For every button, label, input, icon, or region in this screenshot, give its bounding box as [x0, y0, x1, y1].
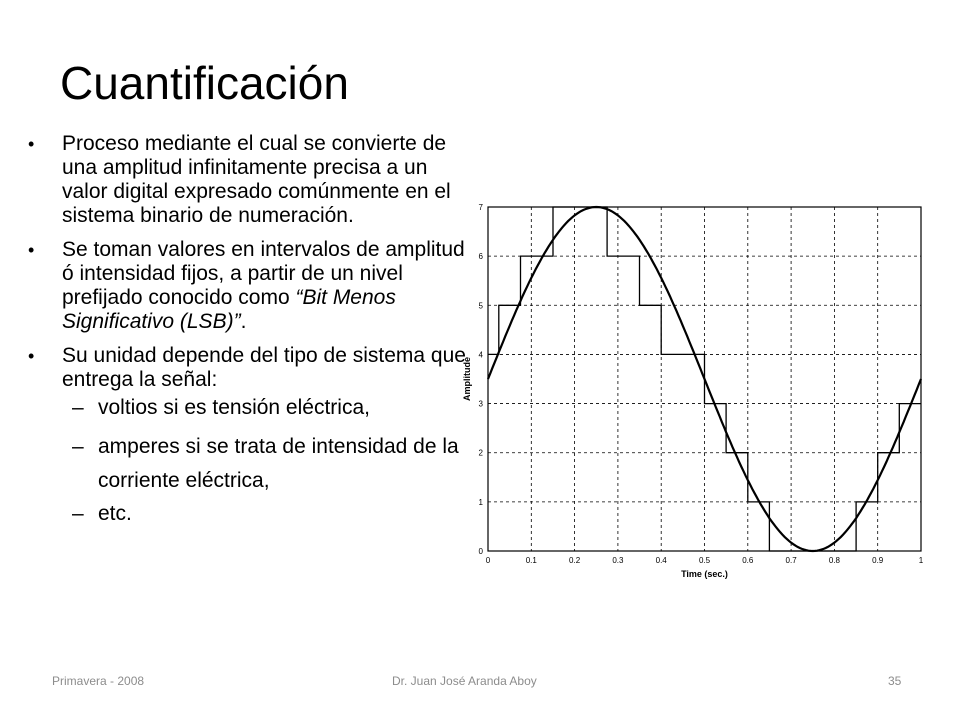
x-tick-label: 0.4 — [655, 556, 667, 565]
x-tick-label: 0.5 — [698, 556, 711, 565]
dash-symbol: – — [72, 435, 84, 458]
x-tick-label: 0.2 — [569, 556, 581, 565]
bullet-symbol: • — [28, 240, 35, 260]
footer-date: Primavera - 2008 — [52, 674, 145, 688]
y-tick-label: 7 — [478, 203, 483, 212]
footer-page-number: 35 — [888, 674, 902, 688]
quantization-chart — [460, 195, 930, 585]
y-tick-label: 4 — [478, 350, 483, 360]
bullet-item-1 — [28, 132, 468, 228]
y-tick-label: 1 — [478, 497, 483, 507]
sub-bullet-list — [62, 396, 468, 526]
x-tick-label: 0.9 — [872, 556, 884, 565]
bullet-text-2-after: . — [240, 310, 247, 333]
x-tick-label: 0.8 — [828, 556, 840, 565]
x-tick-label: 0 — [485, 556, 491, 565]
slide-content — [28, 132, 468, 536]
sub-bullet-1 — [62, 396, 468, 420]
sub-bullet-3 — [62, 502, 468, 526]
bullet-text-3: Su unidad depende del tipo de sistema que entrega la señal: — [62, 344, 466, 391]
bullet-text-2-lsb: “Bit Menos Significativo (LSB)” — [62, 286, 396, 333]
bullet-list — [28, 132, 468, 526]
y-tick-label: 0 — [478, 547, 483, 556]
bullet-item-3 — [28, 344, 468, 526]
bullet-symbol: • — [28, 134, 35, 154]
dash-symbol: – — [72, 396, 84, 419]
x-tick-label: 0.3 — [612, 556, 624, 565]
bullet-text-2-before: Se toman valores en intervalos de amplitud ó intensidad fijos, a partir de un nivel prefijado conocido como — [62, 238, 465, 309]
bullet-item-2 — [28, 238, 468, 334]
bullet-text-1: Proceso mediante el cual se convierte de una amplitud infinitamente precisa a un valor digital expresado comúnmente en el sistema binario de numeración. — [62, 132, 451, 227]
sub-bullet-2 — [62, 430, 468, 498]
y-tick-label: 6 — [478, 252, 483, 262]
x-axis-label: Time (sec.) — [681, 569, 728, 579]
x-tick-label: 0.7 — [785, 556, 797, 565]
y-tick-label: 3 — [478, 399, 483, 409]
bullet-symbol: • — [28, 346, 35, 366]
y-tick-label: 5 — [478, 301, 483, 311]
x-tick-label: 0.6 — [742, 556, 754, 565]
x-tick-label: 0.1 — [525, 556, 537, 565]
x-tick-label: 1 — [918, 556, 924, 565]
sub-bullet-text-3: etc. — [98, 502, 132, 525]
sub-bullet-text-2: amperes si se trata de intensidad de la corriente eléctrica, — [98, 435, 459, 492]
sub-bullet-text-1: voltios si es tensión eléctrica, — [98, 396, 370, 419]
y-tick-label: 2 — [478, 448, 483, 458]
slide-title: Cuantificación — [60, 57, 349, 109]
chart-svg — [460, 195, 930, 585]
footer-author: Dr. Juan José Aranda Aboy — [392, 674, 537, 688]
dash-symbol: – — [72, 502, 84, 525]
y-axis-label: Amplitude — [462, 357, 472, 401]
